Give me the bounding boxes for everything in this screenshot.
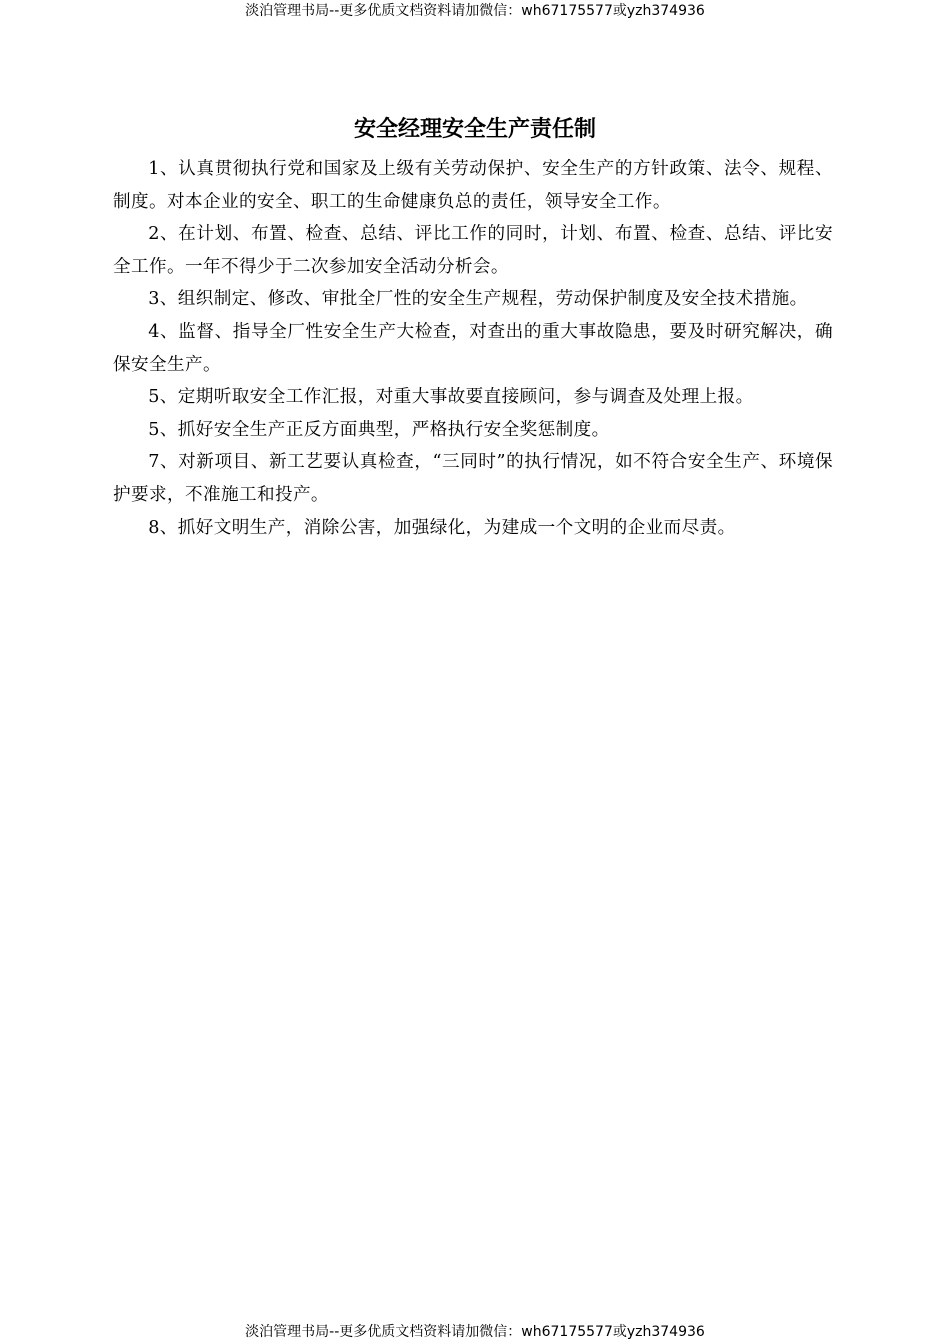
paragraph-7: 7、对新项目、新工艺要认真检查，“三同时”的执行情况，如不符合安全生产、环境保护要求，不准施工和投产。 (113, 452, 833, 505)
paragraph-1: 1、认真贯彻执行党和国家及上级有关劳动保护、安全生产的方针政策、法令、规程、制度。对本企业的安全、职工的生命健康负总的责任，领导安全工作。 (113, 159, 833, 212)
paragraph-8: 8、抓好文明生产，消除公害，加强绿化，为建成一个文明的企业而尽责。 (148, 517, 736, 538)
header-banner: 淡泊管理书局--更多优质文档资料请加微信：wh67175577或yzh374936 (245, 3, 705, 19)
paragraph-6: 5、抓好安全生产正反方面典型，严格执行安全奖惩制度。 (148, 419, 610, 440)
footer-banner: 淡泊管理书局--更多优质文档资料请加微信：wh67175577或yzh374936 (245, 1324, 705, 1340)
document-body (113, 153, 833, 544)
document-title: 安全经理安全生产责任制 (353, 117, 596, 142)
paragraph-3: 3、组织制定、修改、审批全厂性的安全生产规程，劳动保护制度及安全技术措施。 (148, 289, 808, 310)
paragraph-2: 2、在计划、布置、检查、总结、评比工作的同时，计划、布置、检查、总结、评比安全工作。一年不得少于二次参加安全活动分析会。 (113, 224, 833, 277)
paragraph-4: 4、监督、指导全厂性安全生产大检查，对查出的重大事故隐患，要及时研究解决，确保安全生产。 (113, 321, 833, 375)
paragraph-5: 5、定期听取安全工作汇报，对重大事故要直接顾问，参与调查及处理上报。 (148, 387, 754, 408)
